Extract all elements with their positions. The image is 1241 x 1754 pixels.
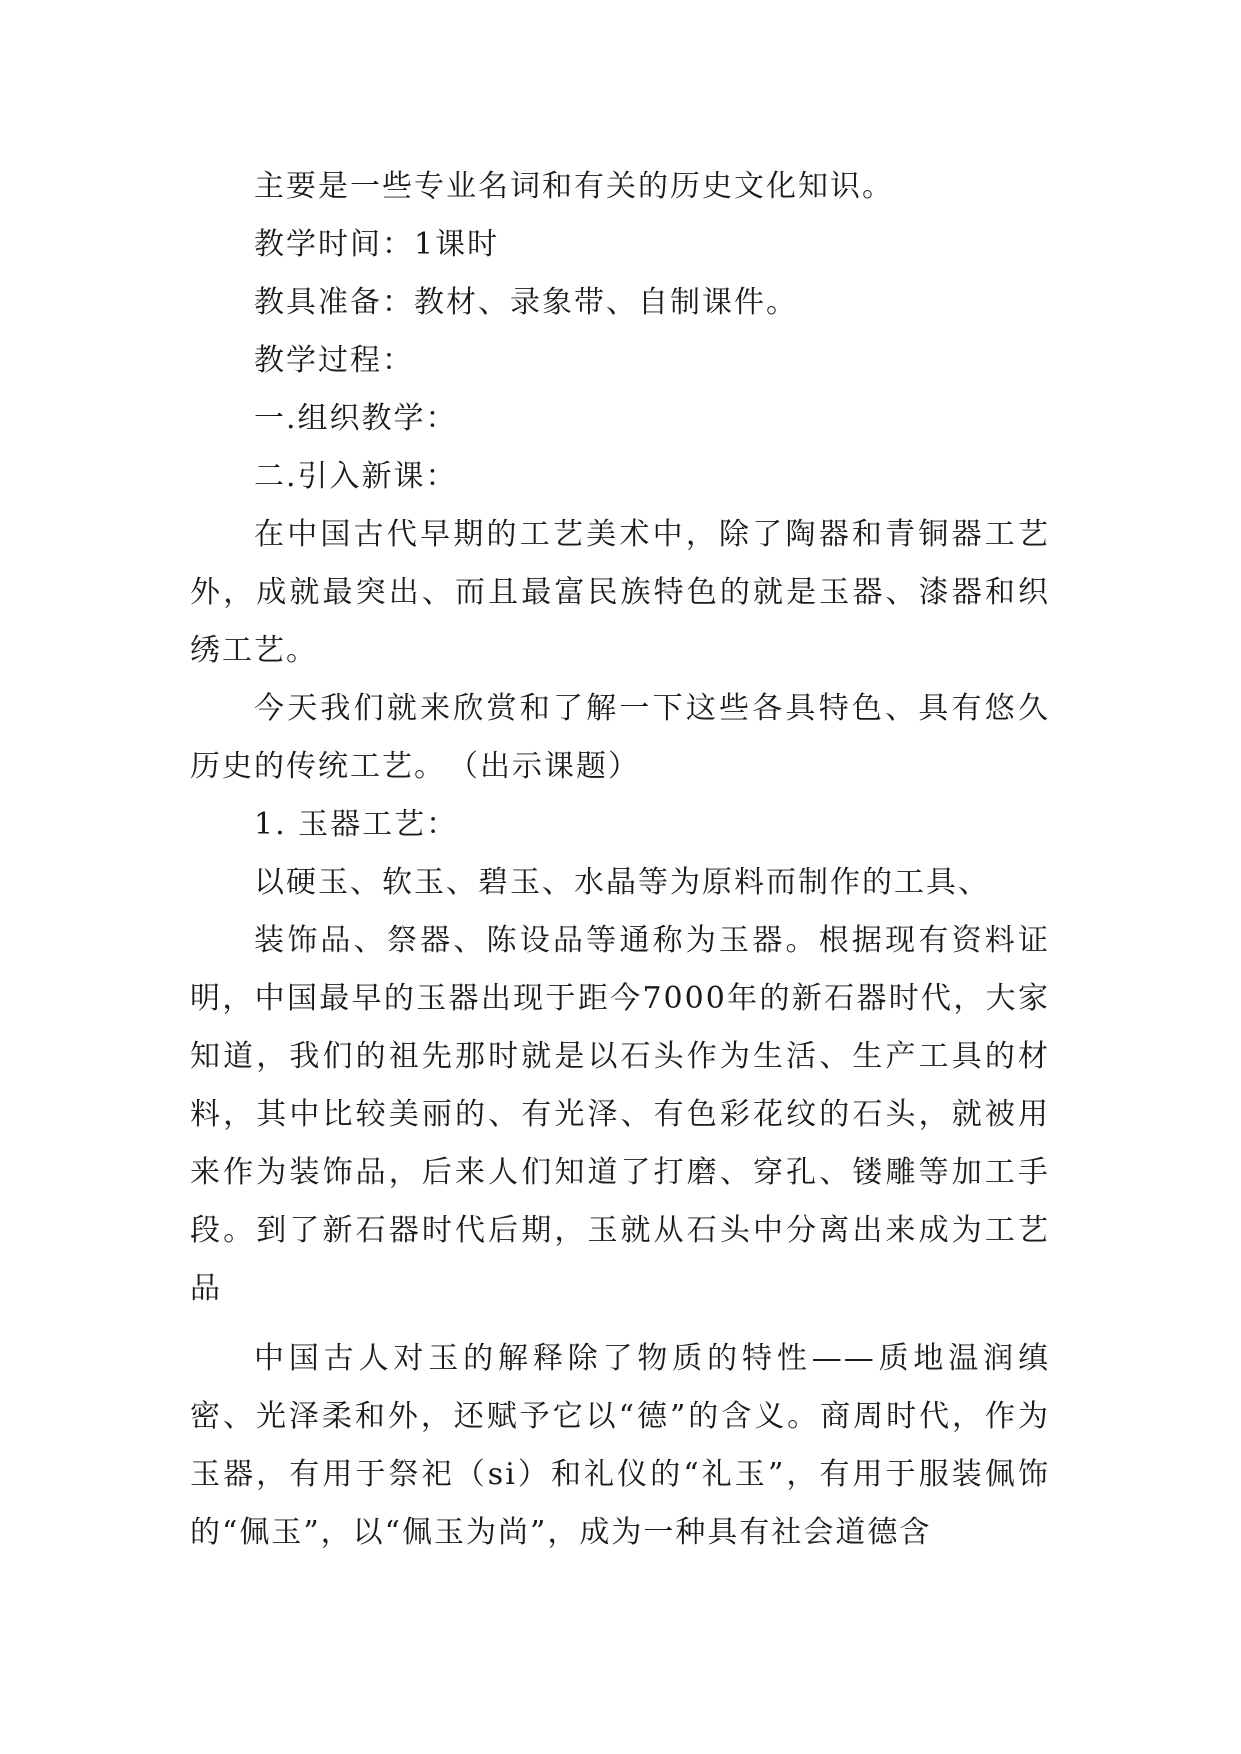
paragraph-step-one: 一.组织教学： <box>254 401 458 436</box>
paragraph-step-two: 二.引入新课： <box>254 459 458 494</box>
document-body <box>190 158 1050 1562</box>
paragraph-crafts-overview: 在中国古代早期的工艺美术中，除了陶器和青铜器工艺外，成就最突出、而且最富民族特色的就是玉器、漆器和织绣工艺。 <box>190 517 1050 668</box>
paragraph-jade-virtue: 中国古人对玉的解释除了物质的特性——质地温润缜密、光泽柔和外，还赋予它以“德”的含义。商周时代，作为玉器，有用于祭祀（si）和礼仪的“礼玉”，有用于服装佩饰的“佩玉”，以“佩玉为尚”，成为一种具有社会道德含 <box>190 1341 1050 1550</box>
paragraph-today: 今天我们就来欣赏和了解一下这些各具特色、具有悠久历史的传统工艺。 （出示课题） <box>190 691 1050 784</box>
paragraph-teaching-process: 教学过程： <box>254 343 414 378</box>
paragraph-intro: 主要是一些专业名词和有关的历史文化知识。 <box>254 169 894 204</box>
paragraph-teaching-time: 教学时间：1课时 <box>254 227 500 262</box>
paragraph-teaching-aids: 教具准备：教材、录象带、自制课件。 <box>254 285 798 320</box>
paragraph-jade-heading: 1. 玉器工艺： <box>254 807 459 842</box>
paragraph-jade-materials: 以硬玉、软玉、碧玉、水晶等为原料而制作的工具、 <box>254 865 990 900</box>
paragraph-jade-history: 装饰品、祭器、陈设品等通称为玉器。根据现有资料证明，中国最早的玉器出现于距今7000年的新石器时代，大家知道，我们的祖先那时就是以石头作为生活、生产工具的材料，其中比较美丽的、有光泽、有色彩花纹的石头，就被用来作为装饰品，后来人们知道了打磨、穿孔、镂雕等加工手段。到了新石器时代后期，玉就从石头中分离出来成为工艺品 <box>190 923 1050 1306</box>
